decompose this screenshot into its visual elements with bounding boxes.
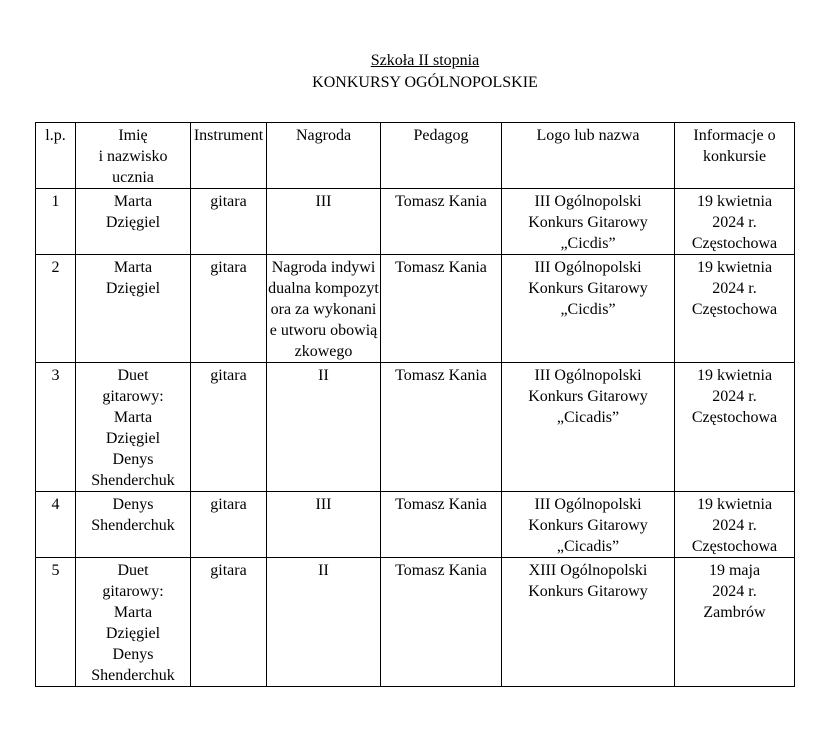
column-header-lp: l.p. bbox=[36, 123, 76, 189]
column-header-teacher: Pedagog bbox=[381, 123, 502, 189]
cell-lp: 2 bbox=[36, 255, 76, 363]
cell-prize: II bbox=[267, 558, 381, 687]
cell-contest-info: 19 kwietnia 2024 r. Częstochowa bbox=[675, 363, 795, 492]
cell-lp: 3 bbox=[36, 363, 76, 492]
cell-prize: III bbox=[267, 492, 381, 558]
column-header-prize: Nagroda bbox=[267, 123, 381, 189]
cell-contest-info: 19 kwietnia 2024 r. Częstochowa bbox=[675, 255, 795, 363]
document-header bbox=[0, 50, 823, 94]
cell-prize: Nagroda indywidualna kompozytora za wykonanie utworu obowiązkowego bbox=[267, 255, 381, 363]
cell-instrument: gitara bbox=[191, 558, 267, 687]
table-header-row bbox=[36, 123, 795, 189]
cell-student-name: Marta Dzięgiel bbox=[76, 189, 191, 255]
competitions-table bbox=[35, 122, 795, 687]
cell-contest-info: 19 kwietnia 2024 r. Częstochowa bbox=[675, 492, 795, 558]
column-header-contest-info: Informacje o konkursie bbox=[675, 123, 795, 189]
page-title: KONKURSY OGÓLNOPOLSKIE bbox=[312, 74, 538, 91]
cell-student-name: Denys Shenderchuk bbox=[76, 492, 191, 558]
table-row bbox=[36, 255, 795, 363]
column-header-student-name: Imię i nazwisko ucznia bbox=[76, 123, 191, 189]
cell-lp: 4 bbox=[36, 492, 76, 558]
cell-lp: 1 bbox=[36, 189, 76, 255]
cell-prize: II bbox=[267, 363, 381, 492]
cell-contest-info: 19 kwietnia 2024 r. Częstochowa bbox=[675, 189, 795, 255]
cell-student-name: Marta Dzięgiel bbox=[76, 255, 191, 363]
table-row bbox=[36, 558, 795, 687]
cell-student-name: Duet gitarowy: Marta Dzięgiel Denys Shenderchuk bbox=[76, 558, 191, 687]
cell-instrument: gitara bbox=[191, 255, 267, 363]
cell-teacher: Tomasz Kania bbox=[381, 492, 502, 558]
cell-contest-info: 19 maja 2024 r. Zambrów bbox=[675, 558, 795, 687]
cell-prize: III bbox=[267, 189, 381, 255]
table-row bbox=[36, 492, 795, 558]
column-header-instrument: Instrument bbox=[191, 123, 267, 189]
cell-student-name: Duet gitarowy: Marta Dzięgiel Denys Shenderchuk bbox=[76, 363, 191, 492]
cell-contest-name: III Ogólnopolski Konkurs Gitarowy „Cicdis” bbox=[502, 189, 675, 255]
table-row bbox=[36, 189, 795, 255]
cell-teacher: Tomasz Kania bbox=[381, 189, 502, 255]
cell-contest-name: XIII Ogólnopolski Konkurs Gitarowy bbox=[502, 558, 675, 687]
cell-instrument: gitara bbox=[191, 363, 267, 492]
cell-instrument: gitara bbox=[191, 189, 267, 255]
cell-contest-name: III Ogólnopolski Konkurs Gitarowy „Cicdis” bbox=[502, 255, 675, 363]
cell-teacher: Tomasz Kania bbox=[381, 255, 502, 363]
cell-teacher: Tomasz Kania bbox=[381, 558, 502, 687]
table-row bbox=[36, 363, 795, 492]
cell-lp: 5 bbox=[36, 558, 76, 687]
cell-instrument: gitara bbox=[191, 492, 267, 558]
cell-contest-name: III Ogólnopolski Konkurs Gitarowy „Cicadis” bbox=[502, 492, 675, 558]
column-header-logo-or-name: Logo lub nazwa bbox=[502, 123, 675, 189]
cell-contest-name: III Ogólnopolski Konkurs Gitarowy „Cicadis” bbox=[502, 363, 675, 492]
cell-teacher: Tomasz Kania bbox=[381, 363, 502, 492]
school-level-subtitle: Szkoła II stopnia bbox=[370, 52, 480, 69]
